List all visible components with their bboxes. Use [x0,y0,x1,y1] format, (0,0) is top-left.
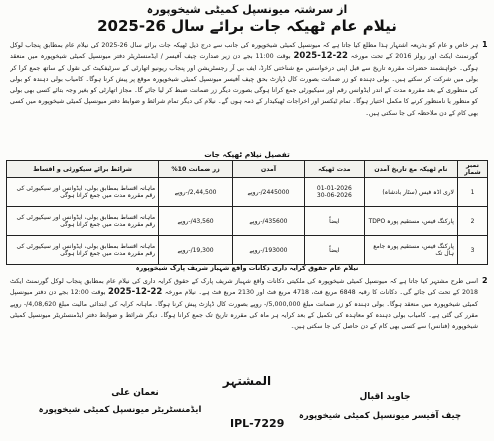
cell-conditions: ماہانہ اقساط بمطابق بولی، ایڈوانس اور سیکیورٹی کی رقم مقررہ مدت میں جمع کرانا ہوگی [7,207,159,236]
table-header-row [7,161,488,178]
header-period: مدت ٹھیکہ [304,161,364,178]
paragraph-2-body: بوقت 12:00 بجے دن دفتر میونسپل کمیٹی شیخوپورہ میں منعقد ہوگا۔ بولی دہندہ کو زر ضمانت مبلغ 5,000,000/- روپے بصورت کال ڈپازٹ پیش کرنا ہوگا۔ ماہانہ کرایہ کی ابتدائی مالیت مبلغ 4,08,620/- روپے مقرر کی گئی ہے۔ کامیاب بولی دہندہ کو معاہدہ کی تکمیل کے بعد کرایہ ہر ماہ کی مقررہ تاریخ تک جمع کرانا ہوگا۔ دیگر شرائط و ضوابط دفتر ایڈمنسٹریٹر میونسپل کمیٹی شیخوپورہ (فنانس) سے کسی بھی کام کے دن حاصل کی جا سکتی ہیں۔ [10,289,478,331]
period-end: 30-06-2026 [316,192,352,199]
left-signatory-title: ایڈمنسٹریٹر میونسپل کمیٹی شیخوپورہ [38,405,202,415]
header-contract-name: نام ٹھیکہ مع تاریخ آمدن [364,161,457,178]
paragraph-1-lead: ہر خاص و عام کو بذریعہ اشتہار ہذا مطلع کیا جاتا ہے کہ میونسپل کمیٹی شیخوپورہ کی جانب سے درج ذیل ٹھیکہ جات برائے سال 26-2025 کی نیلام عام بمطابق پنجاب لوکل گورنمنٹ ایکٹ اور رولز 2016 کے تحت مورخہ [10,42,478,61]
cell-conditions: ماہانہ اقساط بمطابق بولی، ایڈوانس اور سیکیورٹی کی رقم مقررہ مدت میں جمع کرانا ہوگی [7,236,159,265]
table-row [7,236,488,265]
department-heading: از سرشتہ میونسپل کمیٹی شیخوپورہ [146,3,348,16]
section-separator: نیلام عام حقوق کرایہ داری دکانات واقع شہباز شریف پارک شیخوپورہ [135,264,359,272]
right-signatory-title: چیف آفیسر میونسپل کمیٹی شیخوپورہ [298,411,462,421]
cell-contract-name: لاری اڈہ فیس (سٹار بادشاہ) [364,178,457,207]
period-start: ایضاً [329,217,340,225]
cell-security: 2,44,500/-روپے [159,178,233,207]
cell-period [304,236,364,265]
table-row [7,178,488,207]
cell-revenue: 193000/-روپے [232,236,304,265]
paragraph-2 [10,276,478,368]
header-serial: نمبر شمار [457,161,487,178]
para-1-number: 1 [482,40,488,49]
ipl-code: IPL-7229 [230,417,285,430]
paragraph-1-body: بوقت 11:00 بجے دن زیر صدارت چیف آفیسر / ایڈمنسٹریٹر دفتر میونسپل کمیٹی شیخوپورہ میں منعقد ہوگی۔ خواہشمند حضرات مقررہ تاریخ سے قبل اپنی درخواستیں مع شناختی کارڈ، ایف بی آر رجسٹریشن اور پنجاب ریونیو اتھارٹی کے سرٹیفکیٹ کی نقول کے ساتھ جمع کرا کر بولی میں شرکت کر سکتے ہیں۔ بولی دہندہ کو زر ضمانت بصورت کال ڈپازٹ بحق چیف آفیسر میونسپل کمیٹی شیخوپورہ موقع پر پیش کرنا ہوگا۔ کامیاب بولی دہندہ کو بولی کی منظوری کے بعد مقررہ مدت کے اندر ایڈوانس رقم اور سیکیورٹی جمع کرانا ہوگی بصورت دیگر زر ضمانت ضبط کر لیا جائے گا۔ مجاز اتھارٹی کو بغیر وجہ بتائے کسی بھی بولی کو منظور یا نامنظور کرنے کا مکمل اختیار ہوگا۔ تمام ٹیکسز اور اخراجات ٹھیکیدار کے ذمہ ہوں گے۔ نیلام کی دیگر تمام شرائط و ضوابط دفتر میونسپل کمیٹی شیخوپورہ میں کسی بھی کام کے دن ملاحظہ کی جا سکتی ہیں۔ [10,53,478,117]
period-start: 01-01-2026 [316,185,352,192]
period-start: ایضاً [329,246,340,254]
cell-serial: 2 [457,207,487,236]
para-2-number: 2 [482,276,488,285]
left-signatory-name: نعمان علی [111,388,159,398]
contracts-table [6,160,488,265]
table-caption: تفصیل نیلام ٹھیکہ جات [204,150,290,159]
cell-period [304,207,364,236]
cell-conditions: ماہانہ اقساط بمطابق بولی، ایڈوانس اور سیکیورٹی کی رقم مقررہ مدت میں جمع کرانا ہوگی [7,178,159,207]
advertiser-heading: المشتہر [222,374,272,388]
cell-serial: 1 [457,178,487,207]
cell-contract-name: پارکنگ فیس، مستقیم پورہ TDPO [364,207,457,236]
cell-period [304,178,364,207]
header-revenue: آمدن [232,161,304,178]
cell-revenue: 2445000/-روپے [232,178,304,207]
auction-date-1: 22-12-2025 [293,51,348,62]
cell-revenue: 435600/-روپے [232,207,304,236]
header-conditions: شرائط برائے سیکورٹی و اقساط [7,161,159,178]
notice-title: نیلام عام ٹھیکہ جات برائے سال 26-2025 [97,17,397,35]
cell-security: 19,300/-روپے [159,236,233,265]
right-signatory-name: جاوید اقبال [359,392,411,402]
paragraph-2-lead: اسی طرح مشتہر کیا جاتا ہے کہ میونسپل کمیٹی شیخوپورہ کی ملکیتی دکانات واقع شہباز شریف پارک کے حقوق کرایہ داری کی نیلام عام بمطابق پنجاب لوکل گورنمنٹ ایکٹ 2018 کے تحت کی جائے گی۔ دکانات کا رقبہ 6848 مربع فٹ، 4718 مربع فٹ اور 2130 مربع فٹ ہے۔ نیلام مورخہ [10,278,478,297]
cell-serial: 3 [457,236,487,265]
table-row [7,207,488,236]
paragraph-1 [10,40,478,148]
header-security: زر ضمانت 10% [159,161,233,178]
cell-security: 43,560/-روپے [159,207,233,236]
auction-date-2: 22-12-2025 [107,287,163,298]
cell-contract-name: پارکنگ فیس، مستقیم پورہ جامع ہال تک [364,236,457,265]
